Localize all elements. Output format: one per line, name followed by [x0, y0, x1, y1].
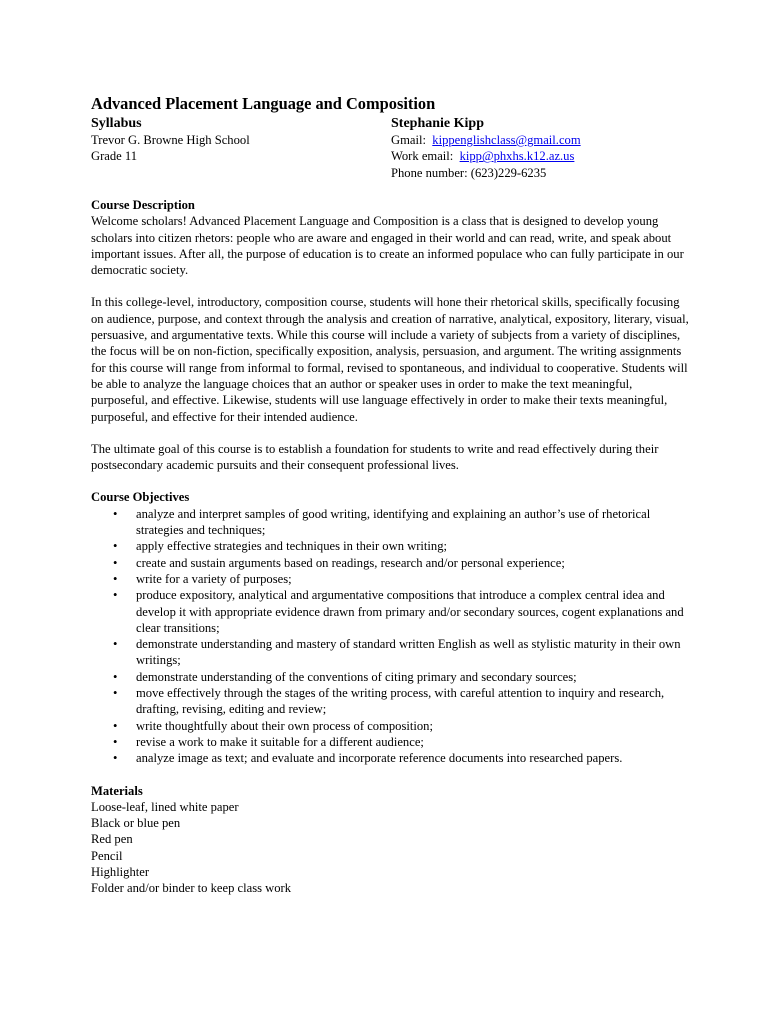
material-item: Loose-leaf, lined white paper — [91, 799, 239, 814]
objective-item: • create and sustain arguments based on readings, research and/or personal experience; — [91, 555, 691, 571]
description-paragraph-2: In this college-level, introductory, composition course, students will hone their rhetorical skills, specifically focusing on audience, purpose, and context through the analysis and creation of narrative, analytical, expository, literary, visual, persuasive, and argumentative texts. While this course will include a variety of subjects from a variety of disciplines, the focus will be on non-fiction, specifically exposition, analysis, persuasion, and argument. The writing assignments for this course will range from informal to formal, revised to spontaneous, and individual to cooperative. Students will be able to analyze the language choices that an author or speaker uses in order to make the text meaningful, purposeful, and effective. Likewise, students will use language effectively in order to make their texts meaningful, purposeful, and effective for their intended audience. — [91, 295, 689, 424]
objective-item: • apply effective strategies and techniques in their own writing; — [91, 538, 691, 554]
work-email-label: Work email: — [391, 149, 454, 164]
gmail-label: Gmail: — [391, 133, 426, 147]
objective-item: • analyze image as text; and evaluate and incorporate reference documents into researched papers. — [91, 750, 691, 766]
objective-item: • write for a variety of purposes; — [91, 571, 691, 587]
materials-list — [91, 799, 691, 897]
objective-item: • revise a work to make it suitable for a different audience; — [91, 734, 691, 750]
objective-item: • demonstrate understanding of the conventions of citing primary and secondary sources; — [91, 669, 691, 685]
gmail-line — [391, 132, 691, 148]
work-email-link[interactable]: kipp@phxhs.k12.az.us — [459, 149, 575, 164]
header-right — [391, 115, 691, 181]
material-item: Red pen — [91, 832, 133, 847]
material-item: Highlighter — [91, 864, 150, 879]
course-objectives-heading: Course Objectives — [91, 490, 190, 505]
work-email-line — [391, 148, 691, 164]
gmail-link[interactable]: kippenglishclass@gmail.com — [432, 133, 581, 147]
objective-item: • demonstrate understanding and mastery of standard written English as well as stylistic maturity in their own writings; — [91, 636, 691, 669]
objective-item: • analyze and interpret samples of good writing, identifying and explaining an author’s use of rhetorical strategies and techniques; — [91, 506, 691, 539]
materials-heading: Materials — [91, 783, 143, 798]
grade-level: Grade 11 — [91, 149, 138, 164]
syllabus-heading: Syllabus — [91, 116, 142, 131]
description-paragraph-3: The ultimate goal of this course is to establish a foundation for students to write and read effectively during their postsecondary academic pursuits and their consequent professional lives. — [91, 441, 659, 473]
phone-number: Phone number: (623)229-6235 — [391, 165, 547, 180]
header-block — [91, 115, 691, 183]
objective-item: • move effectively through the stages of the writing process, with careful attention to inquiry and research, drafting, revising, editing and review; — [91, 685, 691, 718]
description-paragraph-1: Welcome scholars! Advanced Placement Language and Composition is a class that is designed to develop young scholars into citizen rhetors: people who are aware and engaged in their world and can read, write, and speak about important issues. After all, the purpose of education is to create an informed populace who can fully participate in our democratic society. — [91, 214, 684, 278]
header-left — [91, 115, 381, 165]
document-title: Advanced Placement Language and Composition — [91, 94, 436, 113]
objective-item: • write thoughtfully about their own process of composition; — [91, 718, 691, 734]
material-item: Pencil — [91, 848, 123, 863]
course-description-heading: Course Description — [91, 198, 195, 212]
document-page — [91, 94, 691, 897]
teacher-name: Stephanie Kipp — [391, 116, 484, 131]
objectives-list — [91, 506, 691, 767]
objective-item: • produce expository, analytical and argumentative compositions that introduce a complex central idea and develop it with appropriate evidence drawn from primary and/or secondary sources, cogent explanations and clear transitions; — [91, 587, 691, 636]
material-item: Black or blue pen — [91, 816, 181, 831]
school-name: Trevor G. Browne High School — [91, 133, 250, 147]
material-item: Folder and/or binder to keep class work — [91, 881, 292, 896]
